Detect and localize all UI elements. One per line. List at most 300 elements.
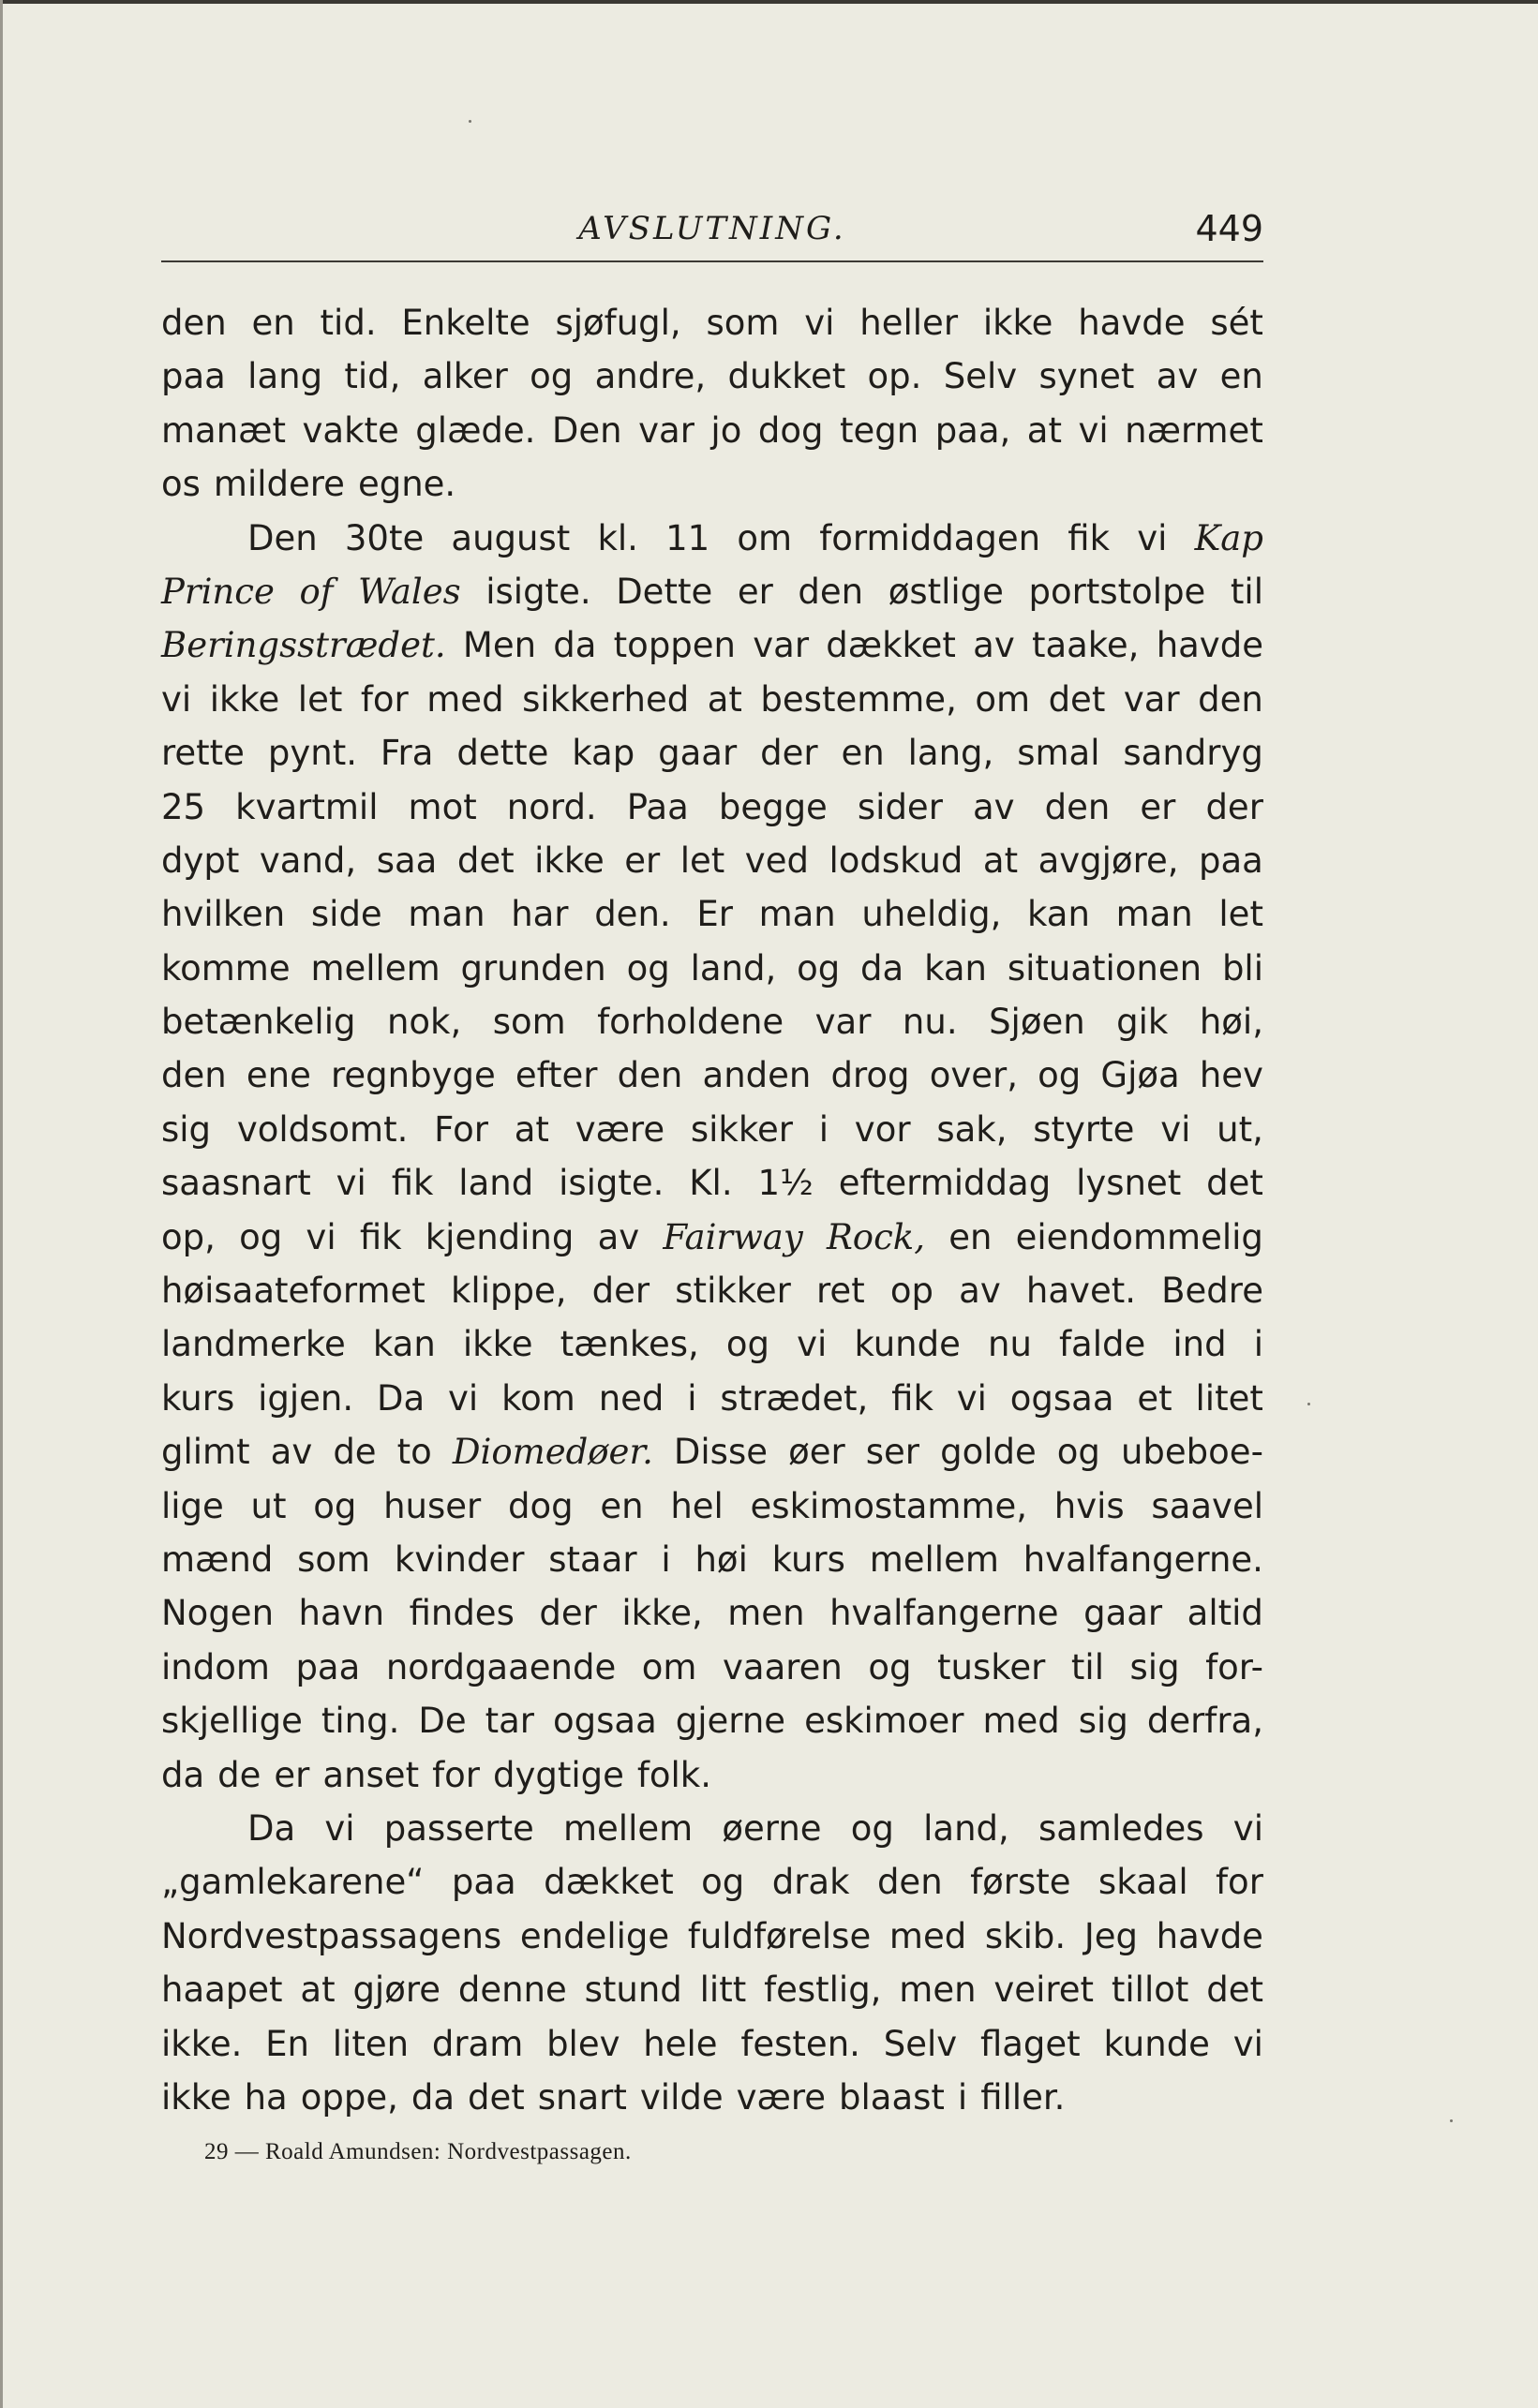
text-line (161, 1372, 1263, 1425)
word: kl. (597, 517, 638, 558)
word: ikke (209, 678, 280, 720)
word: vi (306, 1216, 336, 1257)
word: efter (515, 1055, 598, 1096)
word: „gamlekarene“ (161, 1862, 425, 1903)
word: av (597, 1216, 640, 1257)
text-line (161, 1156, 1263, 1210)
word: til (1230, 571, 1263, 612)
text-line (161, 1317, 1263, 1371)
word: om (641, 1646, 697, 1687)
word: en (600, 1485, 644, 1526)
word: os (161, 464, 201, 505)
word: sig (1129, 1646, 1180, 1687)
word: op. (867, 356, 922, 397)
word: passerte (383, 1807, 534, 1849)
word: falde (1059, 1324, 1146, 1365)
word: da (161, 1754, 205, 1795)
word: havde (1156, 1915, 1263, 1956)
word: for (432, 1754, 480, 1795)
word: Er (696, 894, 733, 935)
word: kunde (1103, 2023, 1210, 2064)
word: Fairway (663, 1216, 803, 1257)
word: dygtige (492, 1754, 624, 1795)
word: det (1206, 1163, 1263, 1204)
word: august (451, 517, 571, 558)
word: flaget (979, 2023, 1081, 2064)
word: og (701, 1862, 745, 1903)
word: en (251, 303, 295, 343)
word: hel (670, 1485, 724, 1526)
text-line (161, 1264, 1263, 1317)
word: nu (988, 1324, 1032, 1365)
word: de (333, 1432, 377, 1473)
word: ha (244, 2076, 288, 2118)
word: bli (1221, 947, 1263, 988)
word: i (1253, 1324, 1263, 1365)
word: mellem (869, 1538, 999, 1580)
word: kan (924, 947, 987, 988)
word: den (161, 1055, 227, 1096)
word: sjøfugl, (555, 303, 681, 343)
word: Fra (380, 733, 434, 774)
word: situationen (1007, 947, 1202, 988)
word: for (1216, 1862, 1263, 1903)
word: hele (643, 2023, 718, 2064)
word: fuldførelse (687, 1915, 872, 1956)
word: hvilken (161, 894, 286, 935)
word: av (1156, 356, 1199, 397)
word: var (1123, 678, 1180, 720)
word: of (299, 571, 334, 612)
word: vakte (302, 409, 399, 451)
word: dog (508, 1485, 574, 1526)
word: vor (854, 1108, 911, 1150)
word: drog (830, 1055, 910, 1096)
word: endelige (519, 1915, 670, 1956)
word: har (511, 894, 569, 935)
word: ogsaa (553, 1701, 657, 1742)
word: og (1038, 1055, 1082, 1096)
paper-speck (469, 120, 471, 123)
word: land, (690, 947, 777, 988)
word: ting. (321, 1701, 400, 1742)
word: havde (1078, 303, 1186, 343)
text-line (161, 404, 1263, 457)
word: som (706, 303, 780, 343)
word: og (530, 356, 574, 397)
word: være (736, 2076, 827, 2118)
word: kan (1027, 894, 1090, 935)
word: men (727, 1593, 805, 1634)
word: sandryg (1123, 733, 1263, 774)
word: den (1044, 786, 1111, 827)
text-line (161, 457, 1263, 511)
word: findes (409, 1593, 515, 1634)
word: og (239, 1216, 283, 1257)
word: blaast (839, 2076, 945, 2118)
word: tid. (320, 303, 377, 343)
word: strædet, (720, 1377, 869, 1419)
word: filler. (980, 2076, 1066, 2118)
word: man (758, 894, 836, 935)
word: skjellige (161, 1701, 303, 1742)
word: fik (891, 1377, 933, 1419)
word: havet. (1025, 1271, 1136, 1312)
word: paa (1199, 840, 1263, 881)
word: komme (161, 947, 291, 988)
word: av (972, 786, 1015, 827)
word: men (899, 1970, 977, 2011)
word: sikker (690, 1108, 793, 1150)
word: styrte (1033, 1108, 1135, 1150)
word: glæde. (415, 409, 536, 451)
word: der (539, 1593, 597, 1634)
word: havn (298, 1593, 385, 1634)
word: fik (391, 1163, 434, 1204)
word: vi (324, 1807, 355, 1849)
word: golde (940, 1432, 1037, 1473)
word: let (679, 840, 725, 881)
word: Gjøa (1100, 1055, 1180, 1096)
word: det (468, 2076, 525, 2118)
word: over, (929, 1055, 1018, 1096)
word: landmerke (161, 1324, 346, 1365)
word: vand, (259, 840, 357, 881)
word: veiret (993, 1970, 1095, 2011)
word: ret (816, 1271, 865, 1312)
word: haapet (161, 1970, 283, 2011)
text-line (161, 1855, 1263, 1909)
word: man (408, 894, 485, 935)
word: dypt (161, 840, 240, 881)
word: formiddagen (819, 517, 1041, 558)
word: litet (1195, 1377, 1263, 1419)
word: dækket (826, 625, 956, 666)
word: om (737, 517, 793, 558)
word: stund (584, 1970, 682, 2011)
text-line (161, 1694, 1263, 1747)
word: Selv (883, 2023, 958, 2064)
text-line (161, 1533, 1263, 1586)
text-line (161, 726, 1263, 780)
word: ut, (1217, 1108, 1263, 1150)
word: kunde (854, 1324, 961, 1365)
text-line (161, 349, 1263, 403)
text-line (161, 1910, 1263, 1963)
word: avgjøre, (1038, 840, 1179, 881)
word: stikker (675, 1271, 791, 1312)
word: i (661, 1538, 671, 1580)
word: smal (1017, 733, 1100, 774)
word: gik (1116, 1002, 1169, 1043)
word: da (553, 625, 597, 666)
word: festen. (740, 2023, 860, 2064)
word: for (360, 678, 409, 720)
word: 11 (665, 517, 710, 558)
word: vi (336, 1163, 366, 1204)
word: betænkelig (161, 1002, 356, 1043)
word: manæt (161, 409, 287, 451)
word: mellem (562, 1807, 694, 1849)
word: kurs (161, 1377, 235, 1419)
word: begge (718, 786, 828, 827)
word: i (957, 2076, 968, 2118)
word: fik (1068, 517, 1111, 558)
word: er (737, 571, 773, 612)
word: lang, (907, 733, 994, 774)
word: ubeboe- (1120, 1432, 1263, 1473)
word: hvalfangerne (829, 1593, 1059, 1634)
word: den (161, 303, 227, 343)
word: grunden (460, 947, 606, 988)
word: saasnart (161, 1163, 311, 1204)
page-edge-left (0, 0, 3, 2408)
word: eftermiddag (838, 1163, 1052, 1204)
word: en (948, 1216, 993, 1257)
chapter-title: AVSLUTNING. (578, 210, 846, 247)
text-line (161, 1586, 1263, 1640)
word: tillot (1111, 1970, 1189, 2011)
word: regnbyge (331, 1055, 496, 1096)
word: eiendommelig (1015, 1216, 1263, 1257)
word: Da (376, 1377, 426, 1419)
word: den (876, 1862, 943, 1903)
text-line (161, 942, 1263, 995)
word: Enkelte (401, 303, 530, 343)
word: de (217, 1754, 261, 1795)
word: oppe, (300, 2076, 398, 2118)
word: liten (332, 2023, 410, 2064)
word: sig (161, 1108, 212, 1150)
word: og (313, 1485, 357, 1526)
word: vaaren (723, 1646, 843, 1687)
word: Den (551, 409, 622, 451)
word: ind (1172, 1324, 1227, 1365)
word: eskimostamme, (750, 1485, 1028, 1526)
word: vi (1160, 1108, 1191, 1150)
word: vi (797, 1324, 828, 1365)
word: Diomedøer. (452, 1432, 653, 1473)
word: Disse (673, 1432, 768, 1473)
word: av (973, 625, 1015, 666)
text-line (161, 512, 1263, 565)
word: pynt. (267, 733, 357, 774)
word: gjøre (352, 1970, 441, 2011)
text-line (161, 2017, 1263, 2071)
word: det (1206, 1970, 1263, 2011)
word: eskimoer (804, 1701, 964, 1742)
word: huser (383, 1485, 482, 1526)
word: som (492, 1002, 566, 1043)
word: saa (376, 840, 438, 881)
word: dog (757, 409, 824, 451)
word: nu. (902, 1002, 958, 1043)
word: snart (537, 2076, 627, 2118)
word: og (725, 1324, 770, 1365)
word: denne (457, 1970, 567, 2011)
word: op (889, 1271, 933, 1312)
word: bestemme, (760, 678, 957, 720)
word: at (1026, 409, 1062, 451)
word: igjen. (258, 1377, 354, 1419)
word: ut (250, 1485, 287, 1526)
word: ikke (534, 840, 605, 881)
word: vilde (639, 2076, 724, 2118)
word: Den (247, 517, 318, 558)
word: at (707, 678, 742, 720)
word: glimt (161, 1432, 250, 1473)
word: Rock, (826, 1216, 925, 1257)
word: var (638, 409, 694, 451)
word: sak, (936, 1108, 1008, 1150)
word: hvis (1053, 1485, 1125, 1526)
word: østlige (888, 571, 1004, 612)
word: lige (161, 1485, 224, 1526)
word: ved (744, 840, 809, 881)
word: forholdene (597, 1002, 784, 1043)
word: altid (1187, 1593, 1263, 1634)
word: og (1056, 1432, 1100, 1473)
text-line (161, 1748, 1263, 1802)
word: jo (710, 409, 742, 451)
word: Prince (161, 571, 275, 612)
word: vi (1137, 517, 1168, 558)
word: øerne (722, 1807, 822, 1849)
word: og (626, 947, 670, 988)
word: for- (1205, 1646, 1263, 1687)
word: ikke (161, 2076, 231, 2118)
word: høi, (1199, 1002, 1263, 1043)
word: er (274, 1754, 310, 1795)
word: dette (456, 733, 549, 774)
word: lodskud (829, 840, 963, 881)
text-line (161, 1479, 1263, 1533)
word: det (456, 840, 515, 881)
word: der (760, 733, 818, 774)
word: gaar (658, 733, 738, 774)
word: En (265, 2023, 309, 2064)
word: Men (462, 625, 537, 666)
word: dukket (727, 356, 846, 397)
word: som (297, 1538, 371, 1580)
word: alker (422, 356, 508, 397)
word: sét (1210, 303, 1263, 343)
word: kvinder (394, 1538, 525, 1580)
word: tegn (839, 409, 919, 451)
word: Jeg (1083, 1915, 1138, 1956)
word: op, (161, 1216, 216, 1257)
word: let (297, 678, 343, 720)
word: rette (161, 733, 245, 774)
text-line (161, 1802, 1263, 1855)
word: fik (359, 1216, 402, 1257)
word: folk. (636, 1754, 711, 1795)
word: og (797, 947, 841, 988)
word: sider (857, 786, 943, 827)
word: at (300, 1970, 336, 2011)
word: en (1219, 356, 1263, 397)
word: derfra, (1146, 1701, 1263, 1742)
word: Sjøen (989, 1002, 1085, 1043)
word: havde (1156, 625, 1263, 666)
word: sikkerhed (522, 678, 690, 720)
word: kan (372, 1324, 436, 1365)
word: ikke (982, 303, 1053, 343)
word: man (1115, 894, 1193, 935)
text-line (161, 1048, 1263, 1102)
word: Selv (943, 356, 1018, 397)
word: der (591, 1271, 650, 1312)
word: vi (956, 1377, 987, 1419)
word: synet (1038, 356, 1135, 397)
word: tusker (937, 1646, 1046, 1687)
word: toppen (613, 625, 737, 666)
word: ikke. (161, 2023, 243, 2064)
word: av (959, 1271, 1001, 1312)
word: skaal (1098, 1862, 1188, 1903)
word: staar (548, 1538, 637, 1580)
word: den (1198, 678, 1263, 720)
word: ser (865, 1432, 920, 1473)
text-line (161, 780, 1263, 834)
word: øer (788, 1432, 845, 1473)
word: nordgaaende (385, 1646, 617, 1687)
word: mot (408, 786, 477, 827)
word: kjending (425, 1216, 575, 1257)
text-line (161, 296, 1263, 349)
word: vi (161, 678, 192, 720)
word: er (1140, 786, 1176, 827)
text-line (161, 995, 1263, 1048)
word: da (860, 947, 904, 988)
word: vi (1232, 2023, 1263, 2064)
word: gaar (1083, 1593, 1163, 1634)
word: taake, (1031, 625, 1140, 666)
word: var (814, 1002, 872, 1043)
word: at (982, 840, 1019, 881)
word: ikke, (621, 1593, 703, 1634)
footer-signature: 29 — Roald Amundsen: Nordvestpassagen. (204, 2139, 632, 2164)
word: voldsomt. (236, 1108, 409, 1150)
word: sig (1078, 1701, 1128, 1742)
page-number: 449 (1195, 208, 1263, 249)
word: vi (804, 303, 835, 343)
word: med (888, 1915, 967, 1956)
word: vi (1232, 1807, 1263, 1849)
word: ikke (462, 1324, 533, 1365)
word: da (411, 2076, 455, 2118)
word: tid, (344, 356, 401, 397)
word: 25 (161, 786, 206, 827)
word: Bedre (1161, 1271, 1263, 1312)
word: et (1137, 1377, 1172, 1419)
paper-speck (1450, 2119, 1453, 2122)
word: paa, (934, 409, 1011, 451)
word: av (270, 1432, 313, 1473)
word: hev (1199, 1055, 1263, 1096)
word: saavel (1151, 1485, 1263, 1526)
word: blev (546, 2023, 620, 2064)
word: Nordvestpassagens (161, 1915, 502, 1956)
word: drak (771, 1862, 850, 1903)
word: kom (501, 1377, 575, 1419)
word: mænd (161, 1538, 274, 1580)
word: den (798, 571, 864, 612)
text-line (161, 834, 1263, 887)
word: paa (295, 1646, 361, 1687)
text-line (161, 618, 1263, 672)
word: De (418, 1701, 467, 1742)
